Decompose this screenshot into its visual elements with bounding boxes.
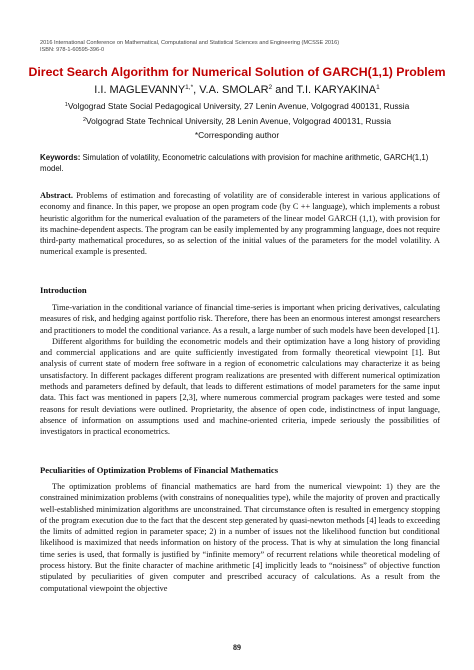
keywords-label: Keywords:	[40, 153, 81, 162]
affiliation-2	[18, 116, 456, 127]
abstract-label: Abstract.	[40, 191, 73, 200]
introduction-body	[40, 302, 440, 438]
keywords	[40, 152, 440, 174]
author-superscript: 1	[376, 84, 380, 91]
affiliation-1	[18, 101, 456, 112]
conference-name: 2016 International Conference on Mathematical, Computational and Statistical Sciences and Engineering (MCSSE 2016)	[40, 40, 340, 46]
peculiarities-body	[40, 481, 440, 594]
affiliation-text: Volgograd State Technical University, 28 Lenin Avenue, Volgograd 400131, Russia	[86, 116, 392, 126]
author-superscript: 2	[268, 84, 273, 91]
abstract-text: Problems of estimation and forecasting of volatility are of considerable interest in various applications of economy and finance. In this paper, we propose an open program code (by C ++ language), which implements a robust heuristic algorithm for the numerical evaluation of the parameters of the linear model GARCH (1,1), with provision for its machine-dependent aspects. The program can be easily implemented by any programming language, does not require third-party mathematical procedures, so as selection of the initial values of the parameters for the model volatility. A numerical example is presented.	[40, 191, 440, 257]
corresponding-author: *Corresponding author	[194, 130, 280, 140]
author-superscript: 1,*	[185, 84, 194, 91]
author-name: and T.I. KARYAKINA	[272, 84, 377, 96]
isbn: ISBN: 978-1-60595-396-0	[40, 47, 105, 53]
paragraph: Time-variation in the conditional variance of financial time-series is important when pricing derivatives, calculating measures of risk, and hedging against portfolio risk. Therefore, there has been an enormous interest amongst researchers and practitioners to model the conditional variance. As a result, a large number of such models have been developed [1].	[40, 303, 440, 335]
section-heading-peculiarities: Peculiarities of Optimization Problems of Financial Mathematics	[40, 465, 279, 475]
author-name: , V.A. SMOLAR	[193, 84, 269, 96]
keywords-text: Simulation of volatility, Econometric calculations with provision for machine arithmetic, GARCH(1,1) model.	[40, 153, 429, 173]
section-heading-introduction: Introduction	[40, 285, 87, 295]
conference-header	[40, 40, 440, 54]
author-line	[18, 83, 456, 97]
page-number: 89	[233, 643, 241, 652]
abstract	[40, 190, 440, 258]
affiliation-superscript: 2	[82, 117, 87, 123]
paragraph: The optimization problems of financial mathematics are hard from the numerical viewpoint: 1) they are the constrained minimization problems (with constrains of nonequalities type), while the majority of proven and practically well-established minimization algorithms are unconstrained. That circumstance often is resulted in emergency stopping of the program execution due to the fact that the descent step generated by quasi-newton methods [4] leads to exceeding the limits of admitted region in parameter space; 2) in a number of issues not the likelihood function but conditional likelihood is maximized that needs information on history of the process. That is why at simulation the long financial time series is used, that formally is justified by “infinite memory” of recurrent relations while theoretical modeling of process history. But the finite character of machine arithmetic [4] implicitly leads to “noisiness” of objective function stipulated by peculiarities of given computer and prescribed accuracy of calculations. As a result from the computational viewpoint the objective	[40, 482, 440, 593]
author-name: I.I. MAGLEVANNY	[94, 84, 186, 96]
affiliation-superscript: 1	[64, 102, 68, 108]
affiliation-text: Volgograd State Social Pedagogical University, 27 Lenin Avenue, Volgograd 400131, Russia	[67, 101, 410, 111]
paragraph: Different algorithms for building the econometric models and their optimization have a long history of providing and commercial applications and are quite sufficiently investigated from formally theoretical viewpoint [1]. But analysis of current state of modern free software in a region of econometric calculations may characterize it as being unsatisfactory. In different packages different program realizations are presented with different numerical optimization methods and parameters defined by default, that leads to different estimations of model parameters for the same input data. This fact was mentioned in papers [2,3], where numerous commercial program packages were tested and some reasons for result deviations were outlined. Proprietarity, the absence of open code, indistinctness of input language, absence of information on assumptions used and machine-oriented criteria, impede seriously the possibilities of investigators in practical econometrics.	[40, 336, 440, 437]
paper-title: Direct Search Algorithm for Numerical Solution of GARCH(1,1) Problem	[28, 65, 446, 79]
